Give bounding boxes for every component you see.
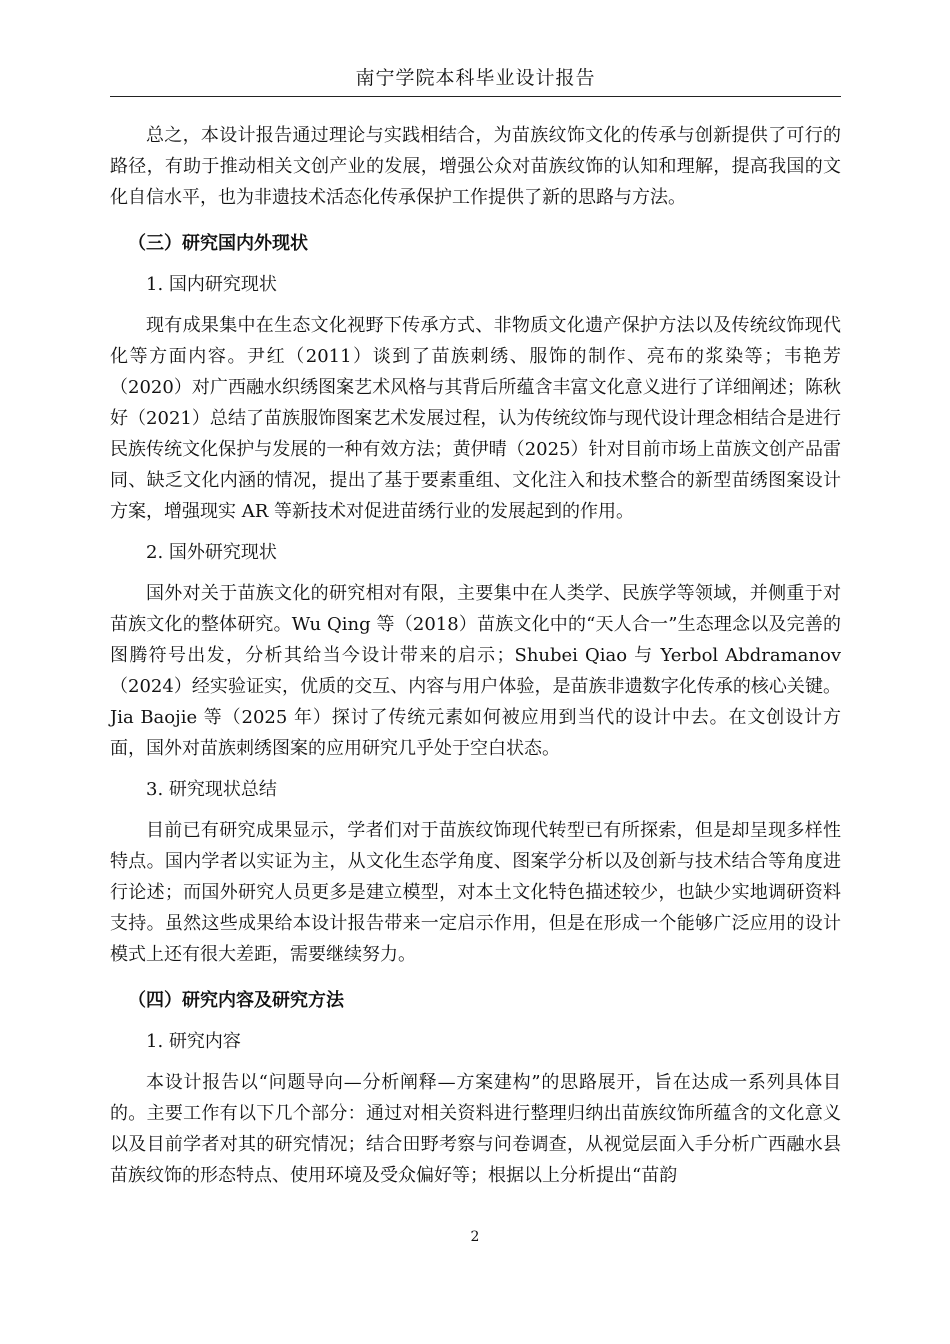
paragraph-summary: 目前已有研究成果显示，学者们对于苗族纹饰现代转型已有所探索，但是却呈现多样性特点。国内学者以实证为主，从文化生态学角度、图案学分析以及创新与技术结合等角度进行论述；而国外研究人员更多是建立模型，对本土文化特色描述较少，也缺少实地调研资料支持。虽然这些成果给本设计报告带来一定启示作用，但是在形成一个能够广泛应用的设计模式上还有很大差距，需要继续努力。 bbox=[110, 820, 841, 965]
body-content bbox=[110, 120, 841, 1191]
section-heading-research-status: （三）研究国内外现状 bbox=[128, 233, 308, 254]
section-heading-content-methods: （四）研究内容及研究方法 bbox=[128, 990, 344, 1011]
page-number: 2 bbox=[470, 1229, 480, 1245]
subheading-domestic: 1. 国内研究现状 bbox=[146, 274, 277, 295]
running-header: 南宁学院本科毕业设计报告 bbox=[355, 67, 596, 89]
paragraph-domestic: 现有成果集中在生态文化视野下传承方式、非物质文化遗产保护方法以及传统纹饰现代化等方面内容。尹红（2011）谈到了苗族刺绣、服饰的制作、亮布的浆染等；韦艳芳（2020）对广西融水织绣图案艺术风格与其背后所蕴含丰富文化意义进行了详细阐述；陈秋好（2021）总结了苗族服饰图案艺术发展过程，认为传统纹饰与现代设计理念相结合是进行民族传统文化保护与发展的一种有效方法；黄伊晴（2025）针对目前市场上苗族文创产品雷同、缺乏文化内涵的情况，提出了基于要素重组、文化注入和技术整合的新型苗绣图案设计方案，增强现实 AR 等新技术对促进苗绣行业的发展起到的作用。 bbox=[110, 315, 841, 522]
subheading-content: 1. 研究内容 bbox=[146, 1031, 241, 1052]
subheading-summary: 3. 研究现状总结 bbox=[146, 779, 277, 800]
paragraph-content: 本设计报告以“问题导向—分析阐释—方案建构”的思路展开，旨在达成一系列具体目的。主要工作有以下几个部分：通过对相关资料进行整理归纳出苗族纹饰所蕴含的文化意义以及目前学者对其的研究情况；结合田野考察与问卷调查，从视觉层面入手分析广西融水县苗族纹饰的形态特点、使用环境及受众偏好等；根据以上分析提出“苗韵 bbox=[110, 1072, 841, 1186]
subheading-foreign: 2. 国外研究现状 bbox=[146, 542, 277, 563]
paragraph-intro: 总之，本设计报告通过理论与实践相结合，为苗族纹饰文化的传承与创新提供了可行的路径，有助于推动相关文创产业的发展，增强公众对苗族纹饰的认知和理解，提高我国的文化自信水平，也为非遗技术活态化传承保护工作提供了新的思路与方法。 bbox=[110, 125, 841, 208]
header-divider bbox=[110, 96, 841, 97]
paragraph-foreign: 国外对关于苗族文化的研究相对有限，主要集中在人类学、民族学等领域，并侧重于对苗族文化的整体研究。Wu Qing 等（2018）苗族文化中的“天人合一”生态理念以及完善的图腾符号出发，分析其给当今设计带来的启示；Shubei Qiao 与 Yerbol Abdramanov（2024）经实验证实，优质的交互、内容与用户体验，是苗族非遗数字化传承的核心关键。Jia Baojie 等（2025 年）探讨了传统元素如何被应用到当代的设计中去。在文创设计方面，国外对苗族刺绣图案的应用研究几乎处于空白状态。 bbox=[110, 583, 841, 759]
